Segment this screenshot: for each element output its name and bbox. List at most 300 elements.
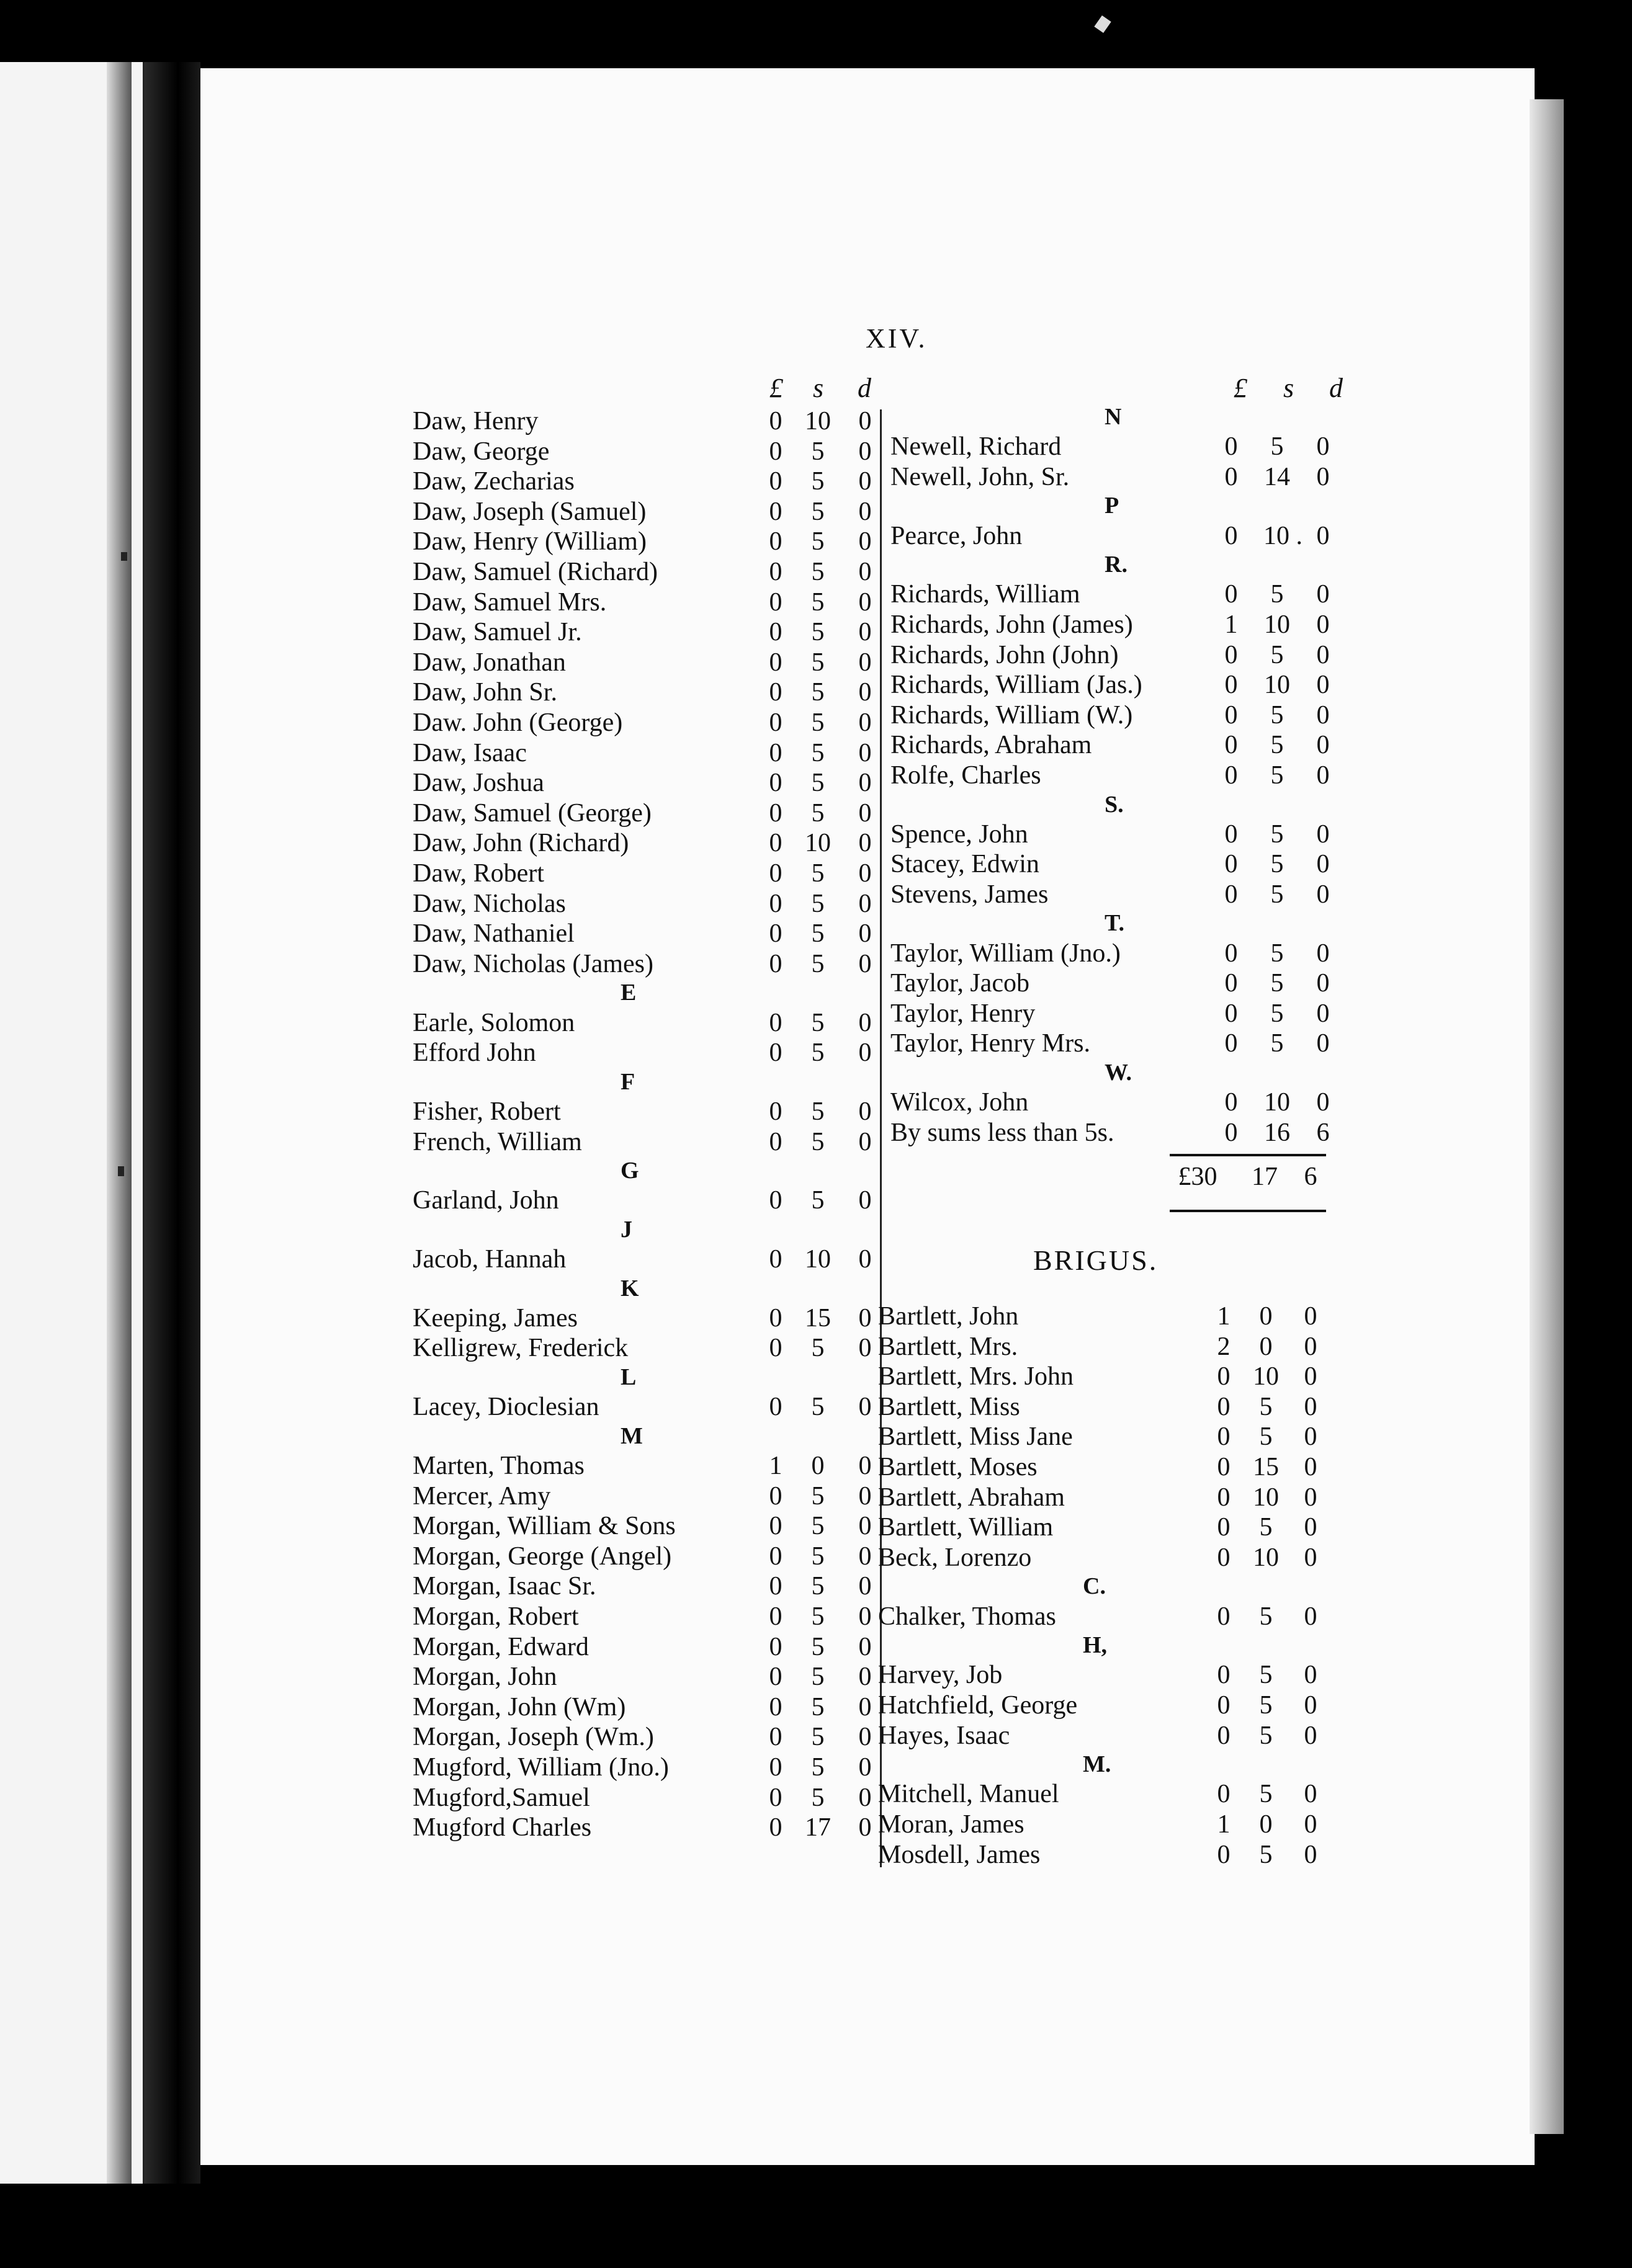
subscriber-name: Earle, Solomon (413, 1008, 575, 1037)
amount-pounds: 0 (1217, 1780, 1231, 1809)
amount-pence: 0 (858, 1038, 872, 1068)
amount-pounds: 0 (1217, 1602, 1231, 1631)
amount-shillings: 0 (1259, 1332, 1273, 1361)
amount-pence: 0 (1304, 1453, 1317, 1481)
amount-pounds: 0 (1224, 432, 1238, 462)
amount-pounds: 0 (769, 859, 782, 888)
amount-pounds: 0 (1224, 850, 1238, 879)
subscriber-name: Lacey, Dioclesian (413, 1393, 599, 1422)
amount-shillings: 5 (1259, 1422, 1273, 1452)
amount-shillings: 5 (811, 1752, 825, 1782)
amount-pence: 0 (858, 407, 872, 435)
amount-pounds: 0 (769, 1097, 782, 1126)
subscriber-name: French, William (413, 1127, 582, 1156)
subscriber-name: Kelligrew, Frederick (413, 1334, 629, 1363)
amount-shillings: 5 (1270, 700, 1284, 730)
subscriber-name: Bartlett, Moses (878, 1453, 1038, 1481)
alphabet-section-letter: E (621, 980, 637, 1006)
amount-pence: 0 (858, 1245, 872, 1274)
amount-shillings: 5 (811, 1663, 825, 1692)
subscriber-name: Stacey, Edwin (890, 850, 1039, 879)
amount-pence: 0 (858, 497, 872, 526)
amount-pence: 0 (1304, 1483, 1317, 1512)
subscriber-name: Daw, Samuel (Richard) (413, 558, 658, 586)
amount-pounds: 0 (769, 1752, 782, 1782)
subscriber-name: Hayes, Isaac (878, 1721, 1010, 1750)
subscriber-name: Morgan, Joseph (Wm.) (413, 1723, 654, 1752)
amount-pounds: 1 (1224, 610, 1238, 639)
amount-pence: 0 (1316, 671, 1330, 700)
total-rule-bottom (1170, 1210, 1326, 1212)
pounds-header: £ (1234, 373, 1247, 403)
amount-pence: 0 (1304, 1661, 1317, 1690)
subscriber-name: Daw, Jonathan (413, 648, 566, 677)
amount-pence: 0 (1304, 1392, 1317, 1421)
amount-pence: 0 (1316, 819, 1330, 849)
amount-pence: 0 (858, 1783, 872, 1812)
amount-shillings: 5 (1270, 432, 1284, 462)
amount-pence: 0 (858, 587, 872, 617)
amount-pence: 0 (858, 1542, 872, 1571)
subscriber-name: Daw, Nicholas (413, 889, 566, 918)
amount-shillings: 5 (811, 587, 825, 617)
subscriber-name: Daw, Joshua (413, 769, 544, 798)
shillings-header: s (1283, 373, 1294, 403)
subscriber-name: Daw, Nathaniel (413, 919, 575, 949)
amount-pounds: 0 (769, 1186, 782, 1215)
amount-pence: 6 (1316, 1118, 1330, 1147)
subscriber-name: Marten, Thomas (413, 1451, 585, 1480)
amount-pounds: 2 (1217, 1332, 1231, 1361)
amount-pence: 0 (858, 889, 872, 918)
subscriber-name: Daw, Samuel Jr. (413, 618, 582, 647)
amount-pounds: 0 (769, 1632, 782, 1661)
amount-pence: 0 (1316, 521, 1330, 550)
alphabet-section-letter: H, (1083, 1632, 1108, 1659)
amount-pounds: 0 (769, 1303, 782, 1333)
subscriber-name: Richards, William (890, 580, 1080, 609)
amount-pounds: 0 (769, 467, 782, 496)
amount-pounds: 0 (1217, 1840, 1231, 1869)
amount-pounds: 0 (769, 1602, 782, 1631)
alphabet-section-letter: K (621, 1275, 639, 1301)
pounds-header: £ (769, 373, 783, 403)
amount-pence: 0 (858, 1481, 872, 1511)
amount-pounds: 0 (1224, 1029, 1238, 1058)
facing-page-edge (0, 62, 145, 2184)
subscriber-name: Richards, John (John) (890, 640, 1119, 669)
subscriber-name: Daw, Zecharias (413, 467, 575, 496)
subscriber-name: Richards, William (Jas.) (890, 671, 1142, 700)
amount-pounds: 0 (1217, 1661, 1231, 1690)
amount-pence: 0 (1304, 1810, 1317, 1839)
amount-pence: 0 (858, 527, 872, 556)
amount-shillings: 5 (1270, 969, 1284, 998)
subscriber-name: Bartlett, Mrs. (878, 1332, 1018, 1361)
amount-pounds: 0 (769, 1245, 782, 1274)
subscriber-name: Morgan, Isaac Sr. (413, 1572, 596, 1601)
subscriber-name: Garland, John (413, 1186, 559, 1215)
amount-shillings: 10 (1264, 671, 1290, 700)
amount-pounds: 0 (769, 708, 782, 737)
amount-pence: 0 (858, 1451, 872, 1480)
alphabet-section-letter: L (621, 1364, 637, 1391)
amount-pence: 0 (858, 859, 872, 888)
facing-page-binding-shadow (107, 62, 132, 2184)
amount-pence: 0 (1304, 1543, 1317, 1572)
amount-shillings: 5 (1259, 1602, 1273, 1631)
amount-pounds: 0 (769, 1008, 782, 1037)
amount-shillings: 0 (1259, 1810, 1273, 1839)
total-rule-top (1170, 1154, 1326, 1156)
amount-pounds: 1 (1217, 1810, 1231, 1839)
amount-shillings: 5 (811, 648, 825, 677)
amount-pounds: 0 (769, 497, 782, 526)
amount-pounds: 0 (1224, 640, 1238, 669)
amount-shillings: 5 (811, 1692, 825, 1721)
amount-shillings: 5 (811, 558, 825, 586)
amount-shillings: 5 (1270, 939, 1284, 968)
amount-shillings: 5 (1259, 1840, 1273, 1869)
subscriber-name: Taylor, Henry Mrs. (890, 1029, 1090, 1058)
amount-pounds: 0 (1224, 671, 1238, 700)
subscriber-name: Spence, John (890, 819, 1028, 849)
amount-pence: 0 (858, 1393, 872, 1422)
subscriber-name: Pearce, John (890, 521, 1023, 550)
alphabet-section-letter: P (1105, 493, 1119, 519)
subscriber-name: Efford John (413, 1038, 536, 1068)
pence-header: d (858, 373, 871, 403)
amount-pence: 0 (1304, 1602, 1317, 1631)
amount-shillings: 5 (1270, 761, 1284, 790)
subscriber-name: Daw, Joseph (Samuel) (413, 497, 647, 526)
amount-pounds: 0 (769, 1512, 782, 1541)
amount-pence: 0 (1316, 850, 1330, 879)
subscriber-name: Bartlett, Mrs. John (878, 1362, 1074, 1391)
amount-pence: 0 (858, 1602, 872, 1631)
amount-shillings: 10 (805, 829, 831, 858)
amount-pence: 0 (858, 1813, 872, 1842)
amount-shillings: 5 (811, 1127, 825, 1156)
amount-shillings: 5 (811, 467, 825, 496)
amount-pence: 0 (1316, 969, 1330, 998)
subscriber-name: Richards, Abraham (890, 731, 1092, 760)
amount-shillings: 5 (811, 798, 825, 828)
amount-shillings: 5 (1270, 731, 1284, 760)
amount-pence: 0 (858, 1127, 872, 1156)
amount-pounds: 0 (769, 1723, 782, 1752)
amount-shillings: 5 (1270, 819, 1284, 849)
amount-shillings: 5 (1270, 850, 1284, 879)
amount-pence: 0 (858, 1723, 872, 1752)
shillings-header: s (813, 373, 824, 403)
subscriber-name: Mugford, William (Jno.) (413, 1752, 669, 1782)
subscriber-name: Stevens, James (890, 880, 1049, 909)
amount-pounds: 0 (769, 1663, 782, 1692)
amount-shillings: 5 (811, 919, 825, 949)
total-row (1173, 1162, 1334, 1192)
amount-shillings: 14 (1264, 462, 1290, 491)
amount-pounds: 0 (1217, 1513, 1231, 1542)
alphabet-section-letter: M (621, 1422, 643, 1449)
subscriber-name: Mugford,Samuel (413, 1783, 590, 1812)
amount-pounds: 0 (1224, 521, 1238, 550)
amount-pounds: 0 (769, 919, 782, 949)
amount-pounds: 0 (1224, 819, 1238, 849)
amount-pounds: 0 (769, 587, 782, 617)
amount-pence: 0 (858, 1512, 872, 1541)
amount-shillings: 5 (811, 1393, 825, 1422)
amount-pence: 0 (1316, 462, 1330, 491)
subscriber-name: Daw, Samuel Mrs. (413, 587, 607, 617)
amount-pence: 0 (1316, 1029, 1330, 1058)
amount-pounds: 0 (1224, 969, 1238, 998)
amount-shillings: 5 (811, 1334, 825, 1363)
amount-pence: 0 (1316, 999, 1330, 1028)
amount-pence: 0 (858, 1303, 872, 1333)
amount-shillings: 5 (1270, 880, 1284, 909)
amount-shillings: 5 (1270, 1029, 1284, 1058)
alphabet-section-letter: C. (1083, 1573, 1106, 1600)
amount-shillings: 10 (1253, 1362, 1279, 1391)
amount-pounds: 0 (1224, 731, 1238, 760)
subscriber-name: Richards, John (James) (890, 610, 1133, 639)
amount-shillings: 5 (811, 1542, 825, 1571)
column-divider (880, 409, 882, 1867)
amount-shillings: 5 (1259, 1392, 1273, 1421)
amount-pence: 0 (858, 467, 872, 496)
amount-pence: 0 (1316, 880, 1330, 909)
amount-pence: 0 (858, 738, 872, 767)
amount-pounds: 0 (769, 949, 782, 978)
subscriber-name: Daw, Samuel (George) (413, 798, 652, 828)
amount-shillings: 5 (811, 1572, 825, 1601)
amount-shillings: 5 (811, 1723, 825, 1752)
subscriber-name: Newell, Richard (890, 432, 1062, 462)
amount-pounds: 0 (769, 738, 782, 767)
subscriber-name: Taylor, William (Jno.) (890, 939, 1121, 968)
subscriber-name: Morgan, Robert (413, 1602, 579, 1631)
amount-shillings: 0 (811, 1451, 825, 1480)
section-heading-brigus: BRIGUS. (1033, 1244, 1159, 1276)
amount-pounds: 0 (769, 678, 782, 707)
amount-pounds: 0 (769, 1038, 782, 1068)
amount-pounds: 0 (1217, 1453, 1231, 1481)
amount-pounds: 0 (769, 798, 782, 828)
amount-shillings: 5 (1270, 640, 1284, 669)
amount-pounds: 0 (769, 1393, 782, 1422)
subscriber-name: Richards, William (W.) (890, 700, 1133, 730)
subscriber-name: Wilcox, John (890, 1088, 1029, 1117)
amount-pounds: 0 (769, 648, 782, 677)
subscriber-name: Mercer, Amy (413, 1481, 551, 1511)
amount-pence: 0 (858, 437, 872, 466)
amount-pence: 0 (1316, 432, 1330, 462)
amount-pence: 0 (858, 1692, 872, 1721)
subscriber-name: Keeping, James (413, 1303, 578, 1333)
amount-shillings: 5 (811, 1783, 825, 1812)
amount-shillings: 10 (805, 407, 831, 435)
amount-pence: 0 (1304, 1302, 1317, 1331)
amount-pence: 0 (1304, 1332, 1317, 1361)
amount-pounds: 0 (769, 1127, 782, 1156)
subscriber-name: Daw, John (Richard) (413, 829, 629, 858)
amount-shillings: 5 (811, 1512, 825, 1541)
amount-shillings: 5 (1259, 1780, 1273, 1809)
amount-pounds: 0 (769, 558, 782, 586)
amount-shillings: 17 (805, 1813, 831, 1842)
amount-shillings: 5 (811, 738, 825, 767)
subscriber-name: Bartlett, William (878, 1513, 1054, 1542)
amount-shillings: 15 (805, 1303, 831, 1333)
subscriber-name: Morgan, John (413, 1663, 557, 1692)
amount-pounds: 1 (1217, 1302, 1231, 1331)
page-stack-edge (1530, 99, 1564, 2134)
amount-shillings: 10 (1253, 1543, 1279, 1572)
amount-shillings: 5 (811, 678, 825, 707)
amount-pence: 0 (1316, 640, 1330, 669)
amount-shillings: 5 (811, 527, 825, 556)
amount-shillings: 10 (1264, 1088, 1290, 1117)
amount-pounds: 0 (1224, 580, 1238, 609)
subscriber-name: Bartlett, Abraham (878, 1483, 1065, 1512)
pence-header: d (1329, 373, 1343, 403)
amount-pence: 0 (1304, 1362, 1317, 1391)
amount-shillings: 10 (1264, 610, 1290, 639)
subscriber-name: Daw, Nicholas (James) (413, 949, 653, 978)
amount-pounds: 0 (1224, 1118, 1238, 1147)
alphabet-section-letter: R. (1105, 551, 1128, 578)
amount-shillings: 5 (811, 1186, 825, 1215)
subscriber-name: Bartlett, John (878, 1302, 1019, 1331)
amount-pence: 0 (858, 708, 872, 737)
amount-pence: 0 (1304, 1780, 1317, 1809)
subscriber-name: Mugford Charles (413, 1813, 592, 1842)
amount-pounds: 0 (769, 889, 782, 918)
scan-speck (1094, 16, 1111, 33)
amount-pence: 0 (1316, 731, 1330, 760)
amount-pounds: 0 (1224, 880, 1238, 909)
subscriber-name: Daw, Robert (413, 859, 544, 888)
amount-pounds: 0 (1224, 999, 1238, 1028)
subscriber-name: Fisher, Robert (413, 1097, 561, 1126)
amount-pence: 0 (858, 1008, 872, 1037)
amount-shillings: 5 (811, 1008, 825, 1037)
subscriber-name: Daw, Henry (William) (413, 527, 647, 556)
amount-shillings: 5 (1259, 1661, 1273, 1690)
alphabet-section-letter: F (621, 1068, 635, 1095)
subscriber-name: Chalker, Thomas (878, 1602, 1056, 1631)
amount-pence: 0 (858, 949, 872, 978)
subscriber-name: Morgan, John (Wm) (413, 1692, 626, 1721)
subscriber-name: Daw, Isaac (413, 738, 527, 767)
subscriber-name: Harvey, Job (878, 1661, 1003, 1690)
amount-pence: 0 (1316, 610, 1330, 639)
amount-pounds: 0 (769, 437, 782, 466)
amount-shillings: 5 (1270, 580, 1284, 609)
amount-pounds: 0 (1224, 761, 1238, 790)
amount-pounds: 0 (769, 1572, 782, 1601)
amount-pounds: 0 (1224, 1088, 1238, 1117)
alphabet-section-letter: G (621, 1158, 639, 1184)
scan-speck (118, 1166, 124, 1176)
alphabet-section-letter: T. (1105, 910, 1125, 937)
amount-shillings: 5 (1259, 1721, 1273, 1750)
amount-pence: 0 (858, 1752, 872, 1782)
amount-shillings: 5 (811, 1097, 825, 1126)
amount-pence: 0 (1304, 1513, 1317, 1542)
amount-pounds: 0 (769, 618, 782, 647)
alphabet-section-letter: W. (1105, 1060, 1132, 1086)
amount-pounds: 0 (769, 1481, 782, 1511)
subscriber-name: Taylor, Henry (890, 999, 1036, 1028)
total-shillings: 17 (1252, 1163, 1278, 1191)
amount-pence: 0 (858, 558, 872, 586)
amount-pence: 0 (1304, 1721, 1317, 1750)
amount-shillings: 5 (811, 1481, 825, 1511)
amount-shillings: 5 (811, 1632, 825, 1661)
subscriber-name: Bartlett, Miss Jane (878, 1422, 1073, 1452)
subscriber-name: Daw, John Sr. (413, 678, 557, 707)
amount-pounds: 1 (769, 1451, 782, 1480)
amount-pence: 0 (858, 829, 872, 858)
amount-shillings: 5 (1259, 1513, 1273, 1542)
amount-pounds: 0 (769, 1692, 782, 1721)
book-gutter (145, 62, 200, 2184)
amount-pence: 0 (858, 1186, 872, 1215)
subscriber-name: Rolfe, Charles (890, 761, 1041, 790)
subscriber-name: Newell, John, Sr. (890, 462, 1070, 491)
amount-pounds: 0 (769, 1813, 782, 1842)
subscriber-name: Taylor, Jacob (890, 969, 1029, 998)
subscriber-name: Beck, Lorenzo (878, 1543, 1032, 1572)
amount-pounds: 0 (1217, 1543, 1231, 1572)
amount-pence: 0 (858, 1572, 872, 1601)
amount-pounds: 0 (1217, 1483, 1231, 1512)
amount-shillings: 5 (811, 859, 825, 888)
scan-speck (121, 552, 127, 561)
subscriber-name: Jacob, Hannah (413, 1245, 567, 1274)
amount-pounds: 0 (1217, 1392, 1231, 1421)
amount-pounds: 0 (769, 829, 782, 858)
amount-pence: 0 (1316, 1088, 1330, 1117)
subscriber-name: Daw. John (George) (413, 708, 623, 737)
amount-pence: 0 (1316, 580, 1330, 609)
amount-pence: 0 (1316, 761, 1330, 790)
amount-shillings: 5 (811, 708, 825, 737)
subscriber-name: Mitchell, Manuel (878, 1780, 1059, 1809)
amount-pounds: 0 (1224, 939, 1238, 968)
amount-shillings: 5 (1259, 1690, 1273, 1720)
amount-pence: 0 (858, 648, 872, 677)
subscriber-name: Daw, Henry (413, 407, 539, 435)
amount-shillings: 5 (811, 769, 825, 798)
amount-pence: 0 (1304, 1840, 1317, 1869)
subscriber-name: Mosdell, James (878, 1840, 1041, 1869)
total-pence: 6 (1304, 1163, 1317, 1191)
amount-shillings: 5 (811, 618, 825, 647)
amount-pounds: 0 (1217, 1690, 1231, 1720)
amount-shillings: 5 (811, 497, 825, 526)
amount-pence: 0 (1316, 700, 1330, 730)
amount-shillings: 5 (811, 889, 825, 918)
subscriber-name: Hatchfield, George (878, 1690, 1078, 1720)
amount-shillings: 5 (811, 1038, 825, 1068)
alphabet-section-letter: S. (1105, 791, 1124, 818)
subscriber-name: Daw, George (413, 437, 550, 466)
amount-pence: 0 (858, 1632, 872, 1661)
total-pounds: £30 (1178, 1163, 1217, 1191)
